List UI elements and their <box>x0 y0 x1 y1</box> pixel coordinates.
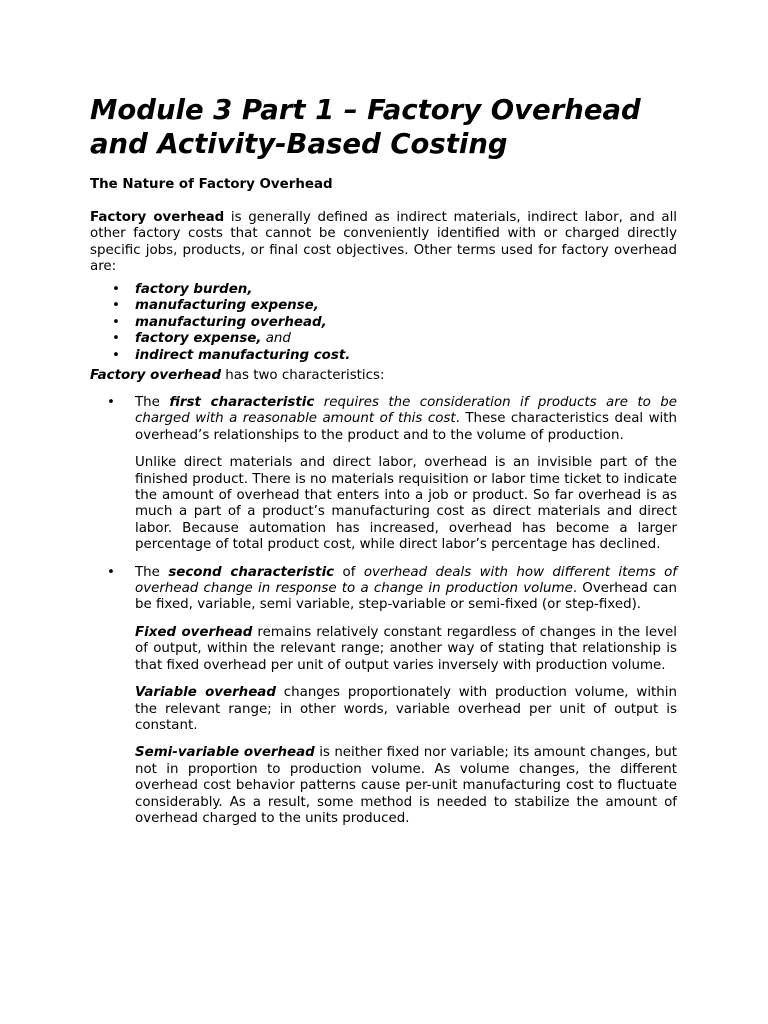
characteristics-intro <box>90 368 677 384</box>
intro-paragraph <box>90 210 677 276</box>
bullet: • <box>112 298 120 314</box>
semi-variable-text: is neither fixed nor variable; its amount changes, but not in proportion to production volume. As volume changes, the different overhead cost behavior patterns cause per-unit manufacturing cost to fluctuate considerably. As a result, some method is needed to stabilize the amount of overhead charged to the units produced. <box>135 745 677 826</box>
bullet: • <box>112 331 120 347</box>
page-title <box>90 93 677 161</box>
characteristics-text: has two characteristics: <box>221 367 385 383</box>
second-the: The <box>135 564 169 580</box>
second-rest: . Overhead can be fixed, variable, semi variable, step-variable or semi-fixed (or step-fixed). <box>135 581 677 613</box>
variable-term: Variable overhead <box>135 685 276 701</box>
title-line-1: Module 3 Part 1 – Factory Overhead <box>90 94 641 126</box>
term-label: manufacturing overhead, <box>135 314 327 330</box>
section-heading: The Nature of Factory Overhead <box>90 177 333 192</box>
intro-term: Factory overhead <box>90 210 225 225</box>
semi-variable-overhead-paragraph <box>135 745 677 827</box>
terms-list <box>90 282 677 365</box>
bullet: • <box>112 281 120 297</box>
title-line-2: and Activity-Based Costing <box>90 128 508 160</box>
second-term: second characteristic <box>168 564 335 580</box>
variable-text: changes proportionately with production volume, within the relevant range; in other words, variable overhead per unit of output is constant. <box>135 685 678 733</box>
first-term: first characteristic <box>169 395 315 410</box>
bullet: • <box>112 348 120 363</box>
term-label: factory burden, <box>135 281 253 297</box>
first-characteristic <box>90 395 677 554</box>
list-item <box>90 331 677 348</box>
bullet: • <box>112 314 120 330</box>
term-label: indirect manufacturing cost. <box>135 348 351 363</box>
first-rest: . These characteristics deal with overhead’s relationships to the product and to the volume of production. <box>135 411 677 443</box>
second-characteristic <box>90 565 677 828</box>
first-characteristic-paragraph <box>135 395 677 444</box>
first-italic: requires the consideration if products are to be charged with a reasonable amount of this cost <box>135 395 677 427</box>
list-item <box>90 348 677 365</box>
bullet: • <box>107 564 115 580</box>
semi-variable-term: Semi-variable overhead <box>135 745 315 761</box>
first-characteristic-detail: Unlike direct materials and direct labor, overhead is an invisible part of the finished product. There is no materials requisition or labor time ticket to indicate the amount of overhead that enters into a job or product. So far overhead is as much a part of a product’s manufacturing cost as direct materials and direct labor. Because automation has increased, overhead has become a larger percentage of total product cost, while direct labor’s percentage has declined. <box>135 455 677 553</box>
document-body <box>90 93 677 827</box>
list-item <box>90 282 677 299</box>
fixed-text: remains relatively constant regardless of changes in the level of output, within the relevant range; another way of stating that relationship is that fixed overhead per unit of output varies inversely with production volume. <box>135 624 677 673</box>
second-characteristic-paragraph <box>135 565 677 614</box>
intro-text: is generally defined as indirect materials, indirect labor, and all other factory costs that cannot be conveniently identified with or charged directly specific jobs, products, or final cost objectives. Other terms used for factory overhead are: <box>90 210 678 275</box>
list-item <box>90 315 677 332</box>
second-of: of <box>334 564 364 580</box>
term-label: manufacturing expense, <box>135 298 319 314</box>
bullet: • <box>107 395 115 410</box>
first-the: The <box>135 395 170 410</box>
term-suffix: and <box>261 331 291 347</box>
variable-overhead-paragraph <box>135 685 677 734</box>
list-item <box>90 298 677 315</box>
characteristics-term: Factory overhead <box>90 367 222 383</box>
fixed-overhead-paragraph <box>135 625 677 674</box>
second-italic: overhead deals with how different items of overhead change in response to a change in production volume <box>135 564 677 597</box>
fixed-term: Fixed overhead <box>135 624 253 640</box>
term-label: factory expense, <box>135 331 262 347</box>
